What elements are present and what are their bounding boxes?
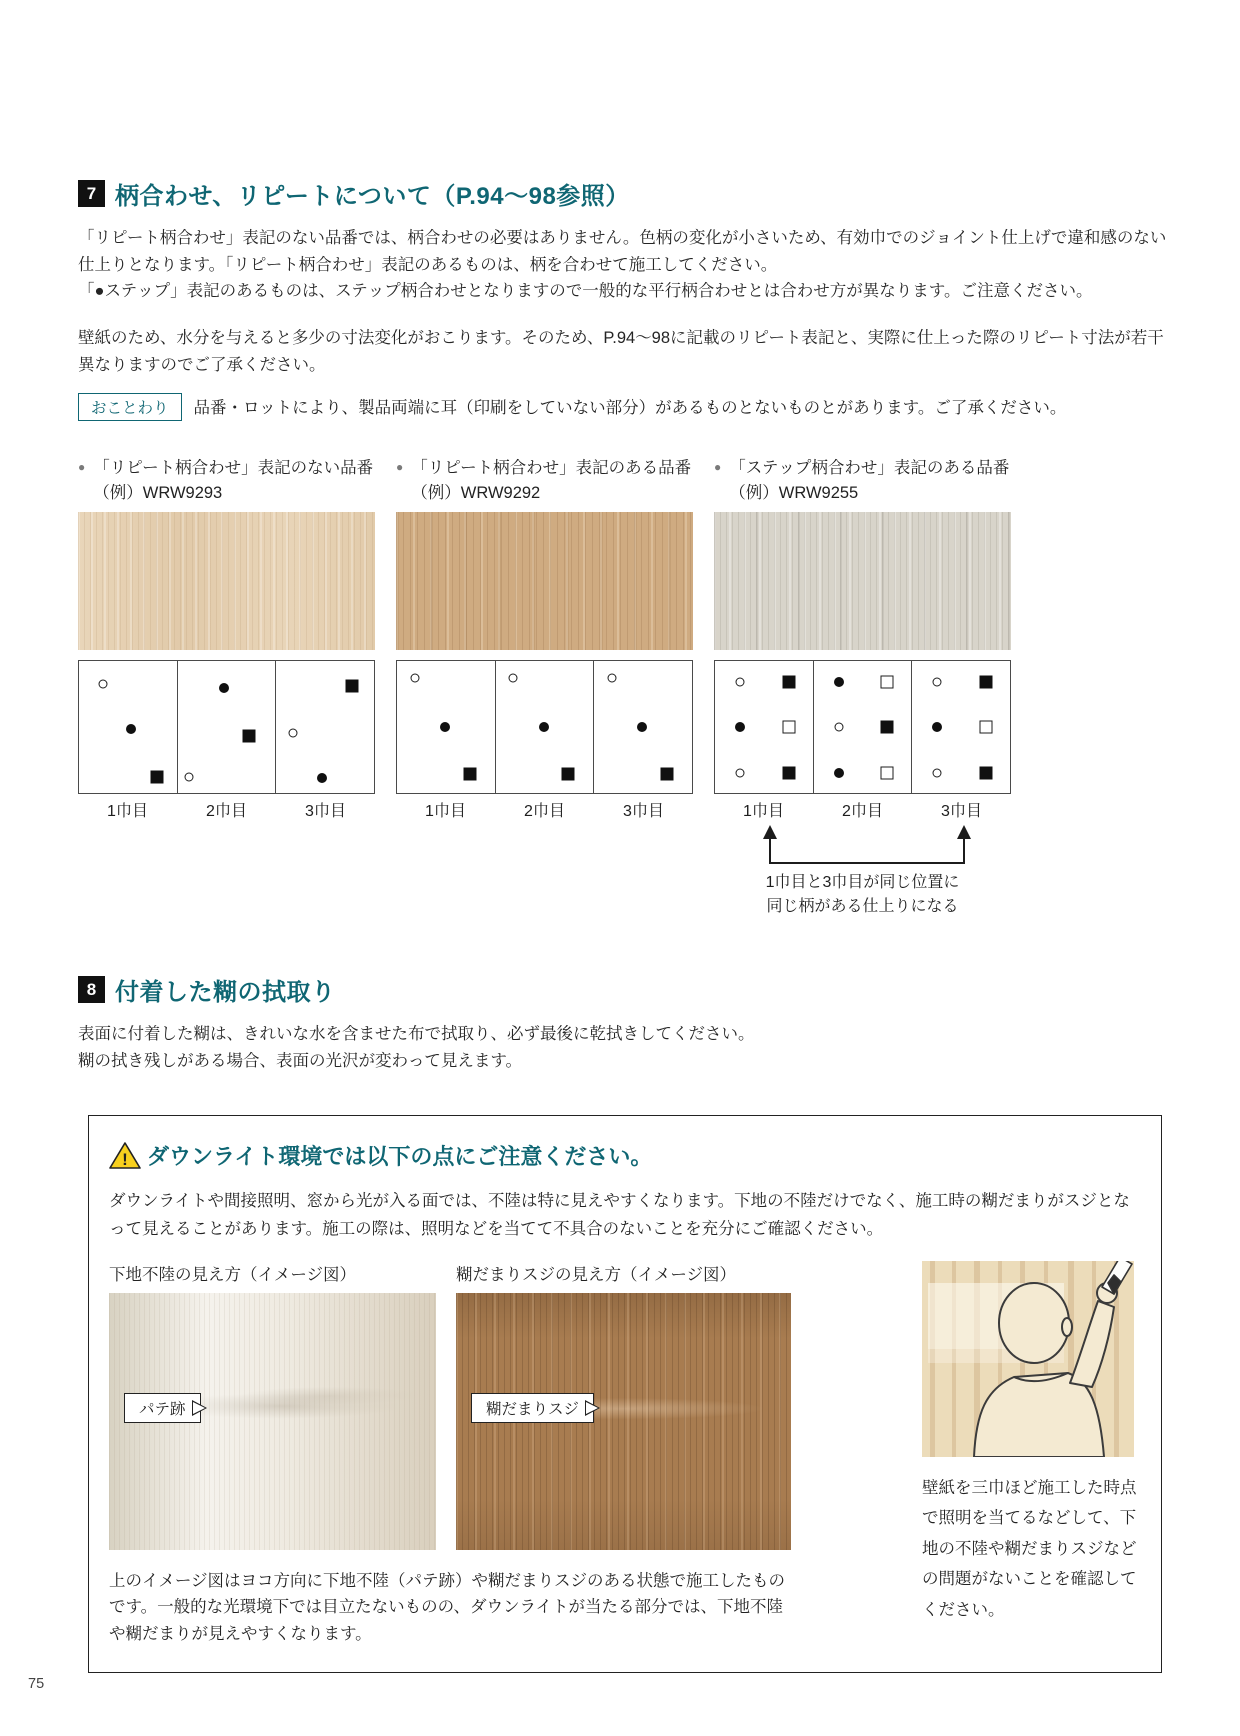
worker-checking-light-illustration: [922, 1261, 1134, 1457]
pattern-panel: [714, 660, 814, 794]
square-filled-marker: [782, 766, 795, 779]
downlight-warning-box: [88, 1115, 1162, 1673]
section8-heading: [78, 972, 1170, 1007]
putty-image-caption: 下地不陸の見え方（イメージ図）: [109, 1265, 357, 1284]
width-label: 3巾目: [305, 802, 346, 820]
disclaimer-chip: おことわり: [78, 393, 182, 421]
square-filled-marker: [151, 770, 164, 783]
putty-tag-label: パテ跡: [124, 1393, 201, 1423]
wallpaper-sample-image: [396, 512, 693, 650]
putty-trace-image: [109, 1293, 436, 1550]
page-number: 75: [28, 1676, 45, 1692]
circle-filled-marker: [834, 677, 844, 687]
circle-open-marker: [509, 673, 518, 682]
circle-open-marker: [288, 729, 297, 738]
warning-body: ダウンライトや間接照明、窓から光が入る面では、不陸は特に見えやすくなります。下地の不陸だけでなく、施工時の糊だまりがスジとなって見えることがあります。施工の際は、照明などを当てて不具合のないことを充分にご確認ください。: [109, 1191, 1130, 1238]
step-note-line1: 1巾目と3巾目が同じ位置に: [765, 873, 960, 891]
warning-right-column: [922, 1261, 1137, 1648]
step-match-note: [714, 823, 1011, 921]
example-column-repeat: [396, 456, 693, 921]
square-filled-marker: [979, 766, 992, 779]
disclaimer-text: 品番・ロットにより、製品両端に耳（印刷をしていない部分）があるものとないものとがあります。ご了承ください。: [193, 398, 1067, 417]
pattern-panel: [275, 660, 375, 794]
circle-filled-marker: [219, 683, 229, 693]
bracket-arrows-icon: [714, 823, 1011, 869]
circle-filled-marker: [735, 722, 745, 732]
width-label: 1巾目: [107, 802, 148, 820]
wallpaper-sample-image: [78, 512, 375, 650]
pattern-panel: [177, 660, 277, 794]
example-column-no-repeat: [78, 456, 375, 921]
example-code: （例）WRW9293: [93, 484, 223, 503]
example-label: 「ステップ柄合わせ」表記のある品番: [729, 458, 1010, 477]
step-note-line2: 同じ柄がある仕上りになる: [766, 898, 959, 916]
warning-triangle-icon: [109, 1141, 141, 1170]
section8-para2: 糊の拭き残しがある場合、表面の光沢が変わって見えます。: [78, 1051, 523, 1070]
square-filled-marker: [782, 675, 795, 688]
circle-filled-marker: [317, 773, 327, 783]
width-label: 2巾目: [842, 802, 883, 820]
section7-paragraph-block1: [78, 225, 1170, 305]
warning-columns: [109, 1261, 1137, 1648]
width-label: 2巾目: [524, 802, 565, 820]
circle-filled-marker: [637, 722, 647, 732]
section7-title: 柄合わせ、リピートについて（P.94～98参照）: [115, 183, 630, 210]
width-label: 1巾目: [743, 802, 784, 820]
square-filled-marker: [463, 768, 476, 781]
width-labels: [78, 798, 375, 821]
section7-para2: 「●ステップ」表記のあるものは、ステップ柄合わせとなりますので一般的な平行柄合わせとは合わせ方が異なります。ご注意ください。: [78, 282, 1093, 301]
width-label: 3巾目: [941, 802, 982, 820]
circle-filled-marker: [126, 724, 136, 734]
square-filled-marker: [979, 675, 992, 688]
circle-open-marker: [607, 673, 616, 682]
pattern-diagram: [78, 660, 375, 794]
circle-open-marker: [933, 768, 942, 777]
circle-open-marker: [834, 722, 843, 731]
circle-filled-marker: [932, 722, 942, 732]
warning-bottom-caption: 上のイメージ図はヨコ方向に下地不陸（パテ跡）や糊だまりスジのある状態で施工したものです。一般的な光環境下では目立たないものの、ダウンライトが当たる部分では、下地不陸や糊だまりが見えやすくなります。: [109, 1571, 786, 1644]
square-filled-marker: [660, 768, 673, 781]
circle-open-marker: [410, 673, 419, 682]
pattern-panel: [78, 660, 178, 794]
circle-open-marker: [736, 768, 745, 777]
circle-filled-marker: [539, 722, 549, 732]
warning-title: ダウンライト環境では以下の点にご注意ください。: [147, 1143, 653, 1169]
width-label: 2巾目: [206, 802, 247, 820]
width-label: 3巾目: [623, 802, 664, 820]
example-column-step: [714, 456, 1011, 921]
square-filled-marker: [346, 679, 359, 692]
example-code: （例）WRW9255: [729, 484, 859, 503]
circle-open-marker: [933, 677, 942, 686]
square-open-marker: [881, 675, 894, 688]
pattern-panel: [495, 660, 595, 794]
example-label: 「リピート柄合わせ」表記のある品番: [411, 458, 692, 477]
section7-number-badge: 7: [78, 180, 105, 207]
disclaimer-row: [78, 393, 1170, 422]
example-code: （例）WRW9292: [411, 484, 541, 503]
warning-title-row: [109, 1140, 1137, 1171]
bullet-icon: ●: [78, 459, 86, 474]
glue-tag-label: 糊だまりスジ: [471, 1393, 594, 1423]
pattern-panel: [813, 660, 913, 794]
bullet-icon: ●: [714, 459, 722, 474]
section7-para1: 「リピート柄合わせ」表記のない品番では、柄合わせの必要はありません。色柄の変化が小さいため、有効巾でのジョイント仕上げで違和感のない仕上りとなります。「リピート柄合わせ」表記のあるものは、柄を合わせて施工してください。: [78, 229, 1167, 274]
square-open-marker: [782, 720, 795, 733]
square-open-marker: [979, 720, 992, 733]
section7-heading: [78, 176, 1170, 211]
circle-open-marker: [185, 772, 194, 781]
pattern-examples-row: [78, 456, 1011, 921]
section7-para3: 壁紙のため、水分を与えると多少の寸法変化がおこります。そのため、P.94～98に記載のリピート表記と、実際に仕上った際のリピート寸法が若干異なりますのでご了承ください。: [78, 329, 1164, 374]
circle-filled-marker: [440, 722, 450, 732]
section8-para1: 表面に付着した糊は、きれいな水を含ませた布で拭取り、必ず最後に乾拭きしてください。: [78, 1025, 755, 1044]
square-filled-marker: [243, 729, 256, 742]
page-content: [78, 176, 1170, 1673]
section8: [78, 972, 1170, 1074]
warning-left-column: [109, 1261, 791, 1648]
wallpaper-sample-image: [714, 512, 1011, 650]
section7-paragraph-block2: [78, 325, 1170, 378]
svg-text:!: !: [122, 1149, 128, 1169]
circle-open-marker: [98, 680, 107, 689]
circle-open-marker: [736, 677, 745, 686]
circle-filled-marker: [834, 768, 844, 778]
pattern-diagram: [714, 660, 1011, 794]
square-open-marker: [881, 766, 894, 779]
pattern-diagram: [396, 660, 693, 794]
glue-streak-image: [456, 1293, 791, 1550]
square-filled-marker: [562, 768, 575, 781]
glue-image-caption: 糊だまりスジの見え方（イメージ図）: [456, 1265, 737, 1284]
section8-number-badge: 8: [78, 976, 105, 1003]
warning-right-text: 壁紙を三巾ほど施工した時点で照明を当てるなどして、下地の不陸や糊だまりスジなどの問題がないことを確認してください。: [922, 1478, 1137, 1619]
example-label: 「リピート柄合わせ」表記のない品番: [93, 458, 374, 477]
section8-title: 付着した糊の拭取り: [115, 979, 336, 1007]
width-labels: [714, 798, 1011, 821]
square-filled-marker: [881, 720, 894, 733]
width-labels: [396, 798, 693, 821]
pattern-panel: [911, 660, 1011, 794]
pattern-panel: [396, 660, 496, 794]
pattern-panel: [593, 660, 693, 794]
width-label: 1巾目: [425, 802, 466, 820]
bullet-icon: ●: [396, 459, 404, 474]
